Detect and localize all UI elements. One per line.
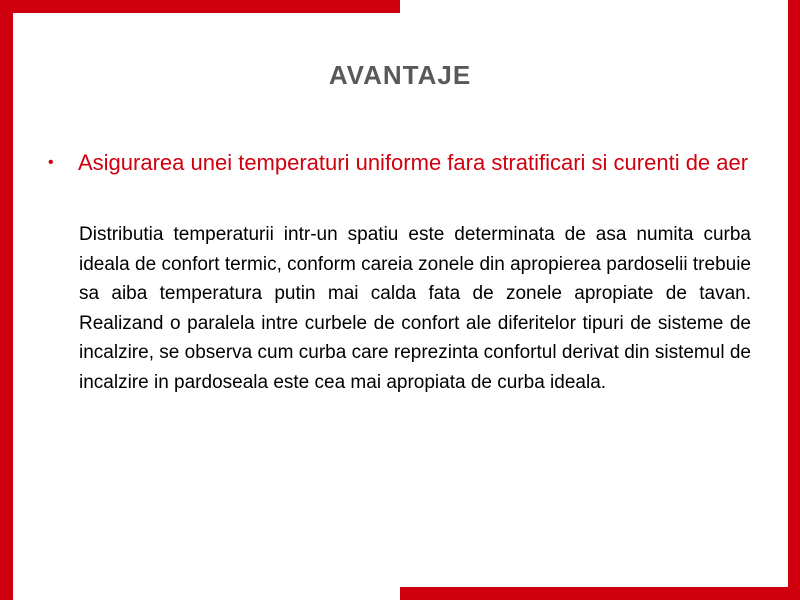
frame-bottom-bar xyxy=(400,587,800,600)
bullet-marker: • xyxy=(48,154,54,171)
slide-title: AVANTAJE xyxy=(328,60,472,90)
bullet-item xyxy=(48,148,752,177)
body-paragraph: Distributia temperaturii intr-un spatiu este determinata de asa numita curba ideala de confort termic, conform careia zonele din apropierea pardoselii trebuie sa aiba temperatura putin mai calda fata de zonele apropiate de tavan. Realizand o paralela intre curbele de confort ale diferitelor tipuri de sisteme de incalzire, se observa cum curba care reprezinta confortul derivat din sistemul de incalzire in pardoseala este cea mai apropiata de curba ideala. xyxy=(79,224,751,393)
frame-top-bar xyxy=(0,0,400,13)
bullet-text: Asigurarea unei temperaturi uniforme fara stratificari si curenti de aer xyxy=(78,150,749,175)
